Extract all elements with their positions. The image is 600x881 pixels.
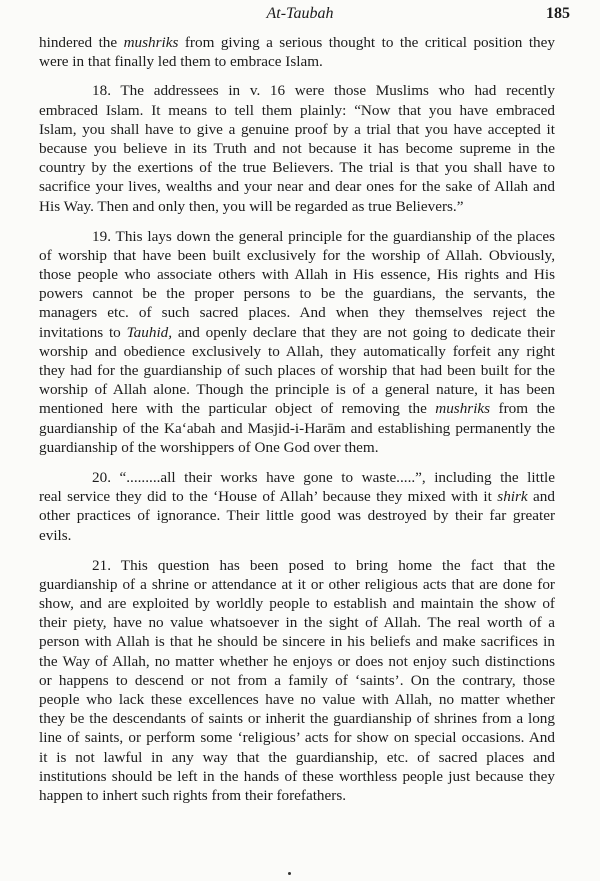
text-run: real service they did to the ‘House of Allah’ because they mixed with it bbox=[39, 488, 498, 506]
text-run: from giving a serious thought to the critical position they bbox=[178, 34, 555, 51]
text-line bbox=[39, 671, 555, 690]
text-run: managers etc. of such sacred places. And when they themselves reject the bbox=[39, 304, 555, 322]
text-run: embraced Islam. It means to tell them plainly: “Now that you have embraced bbox=[39, 101, 555, 119]
text-line bbox=[39, 594, 555, 613]
text-line bbox=[39, 438, 555, 457]
text-run: or happens to descend or not from a family of ‘saints’. On the contrary, those bbox=[39, 671, 555, 689]
text-run: show, and are exploited by worldly people to establish and maintain the show of bbox=[39, 595, 555, 613]
text-run: evils. bbox=[39, 526, 72, 544]
text-run: guardianship of the worshippers of One God over them. bbox=[39, 438, 379, 456]
text-line bbox=[39, 33, 555, 52]
text-run: His Way. Then and only then, you will be regarded as true Believers.” bbox=[39, 197, 464, 215]
page-number: 185 bbox=[546, 5, 570, 22]
text-run: person with Allah is that he should be sincere in his beliefs and make sacrifices in bbox=[39, 633, 555, 651]
paragraph-continuation bbox=[39, 33, 555, 71]
text-line bbox=[39, 748, 555, 767]
note-21 bbox=[39, 556, 555, 805]
text-run: worship and obedience exclusively to Allah, they automatically forfeit any right bbox=[39, 342, 555, 360]
text-run: of worship that have been built exclusively for the worship of Allah. Obviously, bbox=[39, 246, 555, 264]
italic-term: shirk bbox=[497, 488, 528, 506]
text-run: country by the exertions of the true Believers. The trial is that you shall have to bbox=[39, 159, 555, 177]
text-run: because you believe in its Truth and not because it has become supreme in the bbox=[39, 139, 555, 157]
text-line bbox=[39, 380, 555, 399]
text-run: invitations to bbox=[39, 323, 127, 341]
text-run: they be the descendants of saints or inherit the guardianship of shrines from a long bbox=[39, 710, 555, 728]
text-run: 21. This question has been posed to bring home the fact that the bbox=[92, 556, 555, 574]
text-line bbox=[39, 652, 555, 671]
text-run: guardianship of a shrine or attendance at it or other religious acts that are done for bbox=[39, 575, 555, 593]
running-title: At-Taubah bbox=[266, 5, 334, 22]
text-run: Islam, you shall have to give a genuine proof by a trial that you have accepted it bbox=[39, 120, 555, 138]
text-line bbox=[39, 575, 555, 594]
text-run: and bbox=[527, 488, 555, 506]
italic-term: mushriks bbox=[435, 400, 491, 418]
text-line bbox=[39, 399, 555, 418]
text-line bbox=[39, 227, 555, 246]
text-line bbox=[39, 690, 555, 709]
text-run: 18. The addressees in v. 16 were those Muslims who had recently bbox=[92, 82, 555, 100]
text-line bbox=[39, 139, 555, 158]
text-line bbox=[39, 632, 555, 651]
text-line bbox=[39, 419, 555, 438]
text-line bbox=[39, 246, 555, 265]
footer-mark bbox=[288, 872, 291, 875]
text-run: hindered the bbox=[39, 34, 124, 51]
text-line bbox=[39, 158, 555, 177]
text-line bbox=[39, 613, 555, 632]
text-run: and openly declare that they are not going to dedicate their bbox=[172, 323, 556, 341]
text-line bbox=[39, 177, 555, 196]
text-run: other practices of ignorance. Their little good was destroyed by their far greater bbox=[39, 507, 555, 525]
text-line bbox=[39, 81, 555, 100]
text-run: 19. This lays down the general principle for the guardianship of the places bbox=[92, 227, 555, 245]
text-line bbox=[39, 526, 555, 545]
italic-term: mushriks bbox=[123, 34, 179, 51]
text-line bbox=[39, 303, 555, 322]
text-run: institutions should be left in the hands of these worthless people just because they bbox=[39, 767, 555, 785]
text-run: happen to inhert such rights from their forefathers. bbox=[39, 786, 347, 804]
text-line bbox=[39, 487, 555, 506]
text-line bbox=[39, 323, 555, 342]
note-20 bbox=[39, 468, 555, 545]
page-body bbox=[39, 33, 555, 816]
text-line bbox=[39, 728, 555, 747]
text-line bbox=[39, 342, 555, 361]
text-run: from the bbox=[490, 400, 555, 418]
text-run: powers cannot be the proper persons to be the guardians, the servants, the bbox=[39, 285, 555, 303]
text-run: their piety, have no value whatsoever in the sight of Allah. The real worth of a bbox=[39, 614, 555, 632]
text-run: they had for the guardianship of such places of worship that had been built for the bbox=[39, 362, 555, 379]
text-run: 20. “.........all their works have gone to waste.....”, including the little bbox=[92, 468, 555, 486]
text-run: were in that finally led them to embrace Islam. bbox=[39, 53, 323, 71]
text-line bbox=[39, 786, 555, 805]
text-line bbox=[39, 767, 555, 786]
text-line bbox=[39, 361, 555, 380]
text-run: sacrifice your lives, wealths and your near and dear ones for the sake of Allah and bbox=[39, 178, 555, 196]
text-run: those people who associate others with Allah in His essence, His rights and His bbox=[39, 266, 555, 284]
text-line bbox=[39, 120, 555, 139]
text-run: people who lack these excellences have no value with Allah, no matter whether bbox=[39, 691, 555, 708]
text-line bbox=[39, 506, 555, 525]
text-run: guardianship of the Ka‘abah and Masjid-i-Harām and establishing permanently the bbox=[39, 419, 555, 437]
italic-term: Tauhid, bbox=[126, 323, 173, 341]
text-run: worship of Allah alone. Though the principle is of a general nature, it has been bbox=[39, 381, 555, 399]
text-run: mentioned here with the particular object of removing the bbox=[39, 400, 436, 418]
note-18 bbox=[39, 81, 555, 215]
text-line bbox=[39, 101, 555, 120]
text-run: line of saints, or perform some ‘religious’ acts for show on special occasions. And bbox=[39, 729, 555, 747]
page-header bbox=[0, 0, 600, 30]
text-run: the Way of Allah, no matter whether he enjoys or does not enjoy such distinctions bbox=[39, 652, 555, 670]
text-line bbox=[39, 284, 555, 303]
text-line bbox=[39, 52, 555, 71]
text-line bbox=[39, 265, 555, 284]
text-line bbox=[39, 556, 555, 575]
text-line bbox=[39, 197, 555, 216]
text-line bbox=[39, 709, 555, 728]
note-19 bbox=[39, 227, 555, 457]
text-run: it is not lawful in any way that the guardianship, etc. of sacred places and bbox=[39, 748, 555, 766]
text-line bbox=[39, 468, 555, 487]
